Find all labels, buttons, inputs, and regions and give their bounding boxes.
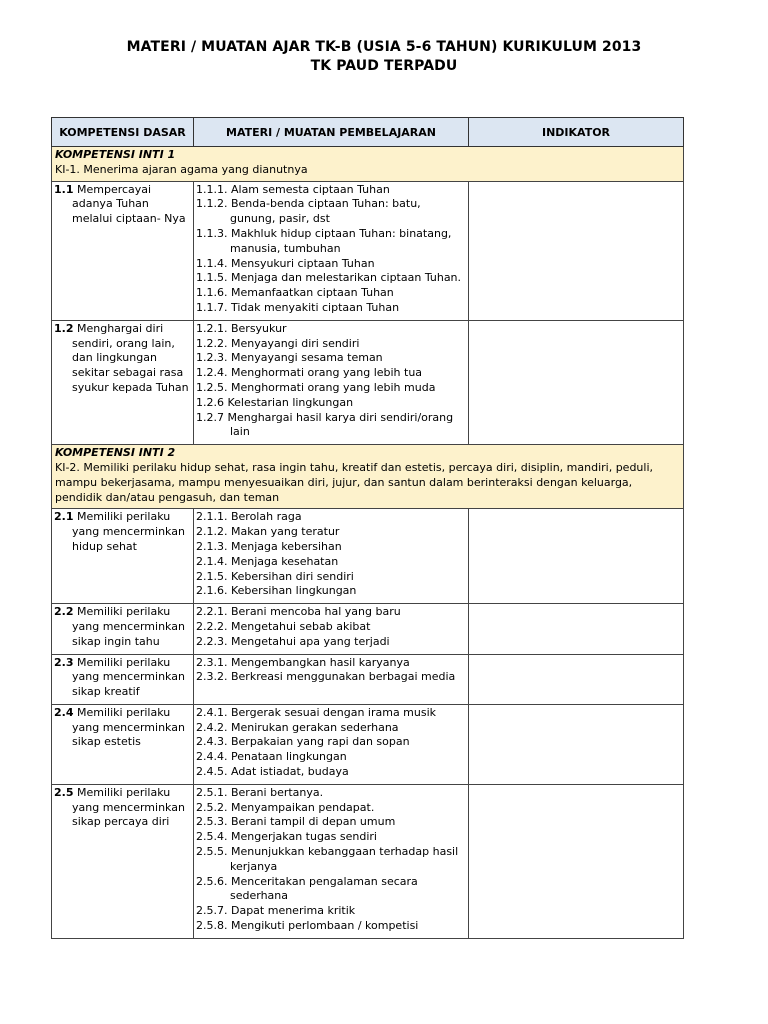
materi-cell — [194, 320, 469, 444]
materi-item: 2.4.1. Bergerak sesuai dengan irama musik — [196, 705, 437, 719]
materi-item: 1.2.4. Menghormati orang yang lebih tua — [196, 366, 423, 380]
materi-item: 1.1.4. Mensyukuri ciptaan Tuhan — [196, 256, 375, 270]
materi-item: 2.5.4. Mengerjakan tugas sendiri — [196, 830, 377, 844]
materi-item: 1.1.6. Memanfaatkan ciptaan Tuhan — [196, 286, 394, 300]
materi-cell — [194, 181, 469, 320]
kd-cell — [52, 654, 194, 704]
materi-item: 2.4.3. Berpakaian yang rapi dan sopan — [196, 735, 410, 749]
kd-row — [52, 654, 684, 704]
kd-number: 2.4 — [54, 705, 74, 719]
kd-text: Memiliki perilaku yang mencerminkan hidup sehat — [72, 510, 185, 553]
kd-description — [54, 510, 191, 554]
materi-item: 2.5.5. Menunjukkan kebanggaan terhadap hasil kerjanya — [196, 845, 459, 873]
materi-item: 2.5.2. Menyampaikan pendapat. — [196, 800, 375, 814]
ki-2-cell — [52, 445, 684, 509]
materi-item: 1.1.7. Tidak menyakiti ciptaan Tuhan — [196, 300, 400, 314]
materi-list — [196, 322, 466, 440]
kd-description — [54, 786, 191, 830]
materi-item: 1.2.3. Menyayangi sesama teman — [196, 351, 383, 365]
materi-item: 1.2.1. Bersyukur — [196, 321, 287, 335]
indikator-cell — [469, 784, 684, 938]
kd-row — [52, 604, 684, 654]
kd-row — [52, 509, 684, 604]
kd-cell — [52, 320, 194, 444]
document-title: MATERI / MUATAN AJAR TK-B (USIA 5-6 TAHUN) KURIKULUM 2013 — [126, 39, 642, 55]
ki-2-title: KOMPETENSI INTI 2 — [55, 446, 176, 460]
materi-item: 2.5.3. Berani tampil di depan umum — [196, 815, 396, 829]
header-materi: MATERI / MUATAN PEMBELAJARAN — [194, 118, 469, 147]
materi-item: 2.3.2. Berkreasi menggunakan berbagai media — [196, 670, 456, 684]
materi-item: 2.4.4. Penataan lingkungan — [196, 750, 347, 764]
materi-item: 2.1.2. Makan yang teratur — [196, 525, 340, 539]
materi-item: 2.1.5. Kebersihan diri sendiri — [196, 569, 354, 583]
materi-cell — [194, 509, 469, 604]
indikator-cell — [469, 704, 684, 784]
kd-row — [52, 181, 684, 320]
materi-list — [196, 706, 466, 780]
materi-item: 1.1.2. Benda-benda ciptaan Tuhan: batu, gunung, pasir, dst — [196, 197, 421, 226]
materi-item: 1.2.7 Menghargai hasil karya diri sendiri/orang lain — [196, 410, 454, 439]
ki-1-row — [52, 147, 684, 182]
indikator-cell — [469, 654, 684, 704]
materi-item: 2.5.6. Menceritakan pengalaman secara sederhana — [196, 874, 418, 903]
kd-number: 1.2 — [54, 321, 74, 335]
kd-description — [54, 605, 191, 649]
kd-cell — [52, 509, 194, 604]
materi-item: 2.4.2. Menirukan gerakan sederhana — [196, 720, 399, 734]
materi-item: 2.5.1. Berani bertanya. — [196, 785, 324, 799]
materi-list — [196, 510, 466, 599]
kd-description — [54, 706, 191, 750]
materi-item: 1.1.5. Menjaga dan melestarikan ciptaan Tuhan. — [196, 271, 462, 285]
materi-item: 2.2.2. Mengetahui sebab akibat — [196, 619, 371, 633]
materi-cell — [194, 604, 469, 654]
header-indikator: INDIKATOR — [469, 118, 684, 147]
kd-number: 2.5 — [54, 785, 74, 799]
materi-item: 1.2.2. Menyayangi diri sendiri — [196, 336, 360, 350]
kd-cell — [52, 704, 194, 784]
ki-1-cell — [52, 147, 684, 182]
kd-text: Memiliki perilaku yang mencerminkan sikap ingin tahu — [72, 605, 185, 648]
materi-item: 2.1.4. Menjaga kesehatan — [196, 554, 339, 568]
materi-item: 1.1.1. Alam semesta ciptaan Tuhan — [196, 182, 390, 196]
kd-row — [52, 320, 684, 444]
kd-cell — [52, 604, 194, 654]
kd-text: Memiliki perilaku yang mencerminkan sikap percaya diri — [72, 785, 185, 829]
materi-list — [196, 786, 466, 934]
kd-number: 2.3 — [54, 655, 74, 669]
kd-cell — [52, 181, 194, 320]
header-kompetensi-dasar: KOMPETENSI DASAR — [52, 118, 194, 147]
materi-item: 2.2.1. Berani mencoba hal yang baru — [196, 605, 401, 619]
indikator-cell — [469, 604, 684, 654]
kd-row — [52, 704, 684, 784]
kd-cell — [52, 784, 194, 938]
ki-1-text: KI-1. Menerima ajaran agama yang dianutnya — [55, 162, 308, 176]
kd-text: Mempercayai adanya Tuhan melalui ciptaan- Nya — [72, 182, 186, 226]
kd-description — [54, 656, 191, 700]
materi-list — [196, 605, 466, 649]
materi-cell — [194, 654, 469, 704]
materi-item: 1.2.6 Kelestarian lingkungan — [196, 395, 354, 409]
materi-cell — [194, 784, 469, 938]
kd-text: Memiliki perilaku yang mencerminkan sikap kreatif — [72, 655, 185, 699]
materi-item: 2.3.1. Mengembangkan hasil karyanya — [196, 655, 410, 669]
table-header-row — [52, 118, 684, 147]
kd-text: Memiliki perilaku yang mencerminkan sikap estetis — [72, 705, 185, 749]
kd-text: Menghargai diri sendiri, orang lain, dan lingkungan sekitar sebagai rasa syukur kepada Tuhan — [72, 321, 189, 394]
indikator-cell — [469, 509, 684, 604]
kd-number: 2.2 — [54, 605, 74, 619]
materi-item: 1.1.3. Makhluk hidup ciptaan Tuhan: binatang, manusia, tumbuhan — [196, 226, 452, 255]
kd-number: 1.1 — [54, 182, 74, 196]
materi-item: 2.5.8. Mengikuti perlombaan / kompetisi — [196, 919, 419, 933]
materi-item: 2.1.1. Berolah raga — [196, 510, 302, 524]
kd-number: 2.1 — [54, 510, 74, 524]
kd-row — [52, 784, 684, 938]
document-subtitle: TK PAUD TERPADU — [310, 58, 458, 74]
ki-2-text: KI-2. Memiliki perilaku hidup sehat, rasa ingin tahu, kreatif dan estetis, percaya diri, disiplin, mandiri, peduli, mampu bekerjasama, mampu menyesuaikan diri, jujur, dan santun dalam berinteraksi dengan keluarga, pendidik dan/atau pengasuh, dan teman — [55, 460, 654, 504]
indikator-cell — [469, 320, 684, 444]
materi-item: 2.5.7. Dapat menerima kritik — [196, 904, 356, 918]
kd-description — [54, 322, 191, 396]
kd-description — [54, 183, 191, 227]
ki-1-title: KOMPETENSI INTI 1 — [55, 148, 176, 161]
materi-list — [196, 183, 466, 316]
materi-item: 2.1.6. Kebersihan lingkungan — [196, 584, 357, 598]
materi-item: 2.2.3. Mengetahui apa yang terjadi — [196, 634, 390, 648]
curriculum-table — [51, 117, 684, 939]
materi-list — [196, 656, 466, 686]
materi-item: 2.1.3. Menjaga kebersihan — [196, 539, 342, 553]
materi-cell — [194, 704, 469, 784]
ki-2-row — [52, 445, 684, 509]
materi-item: 2.4.5. Adat istiadat, budaya — [196, 765, 349, 779]
materi-item: 1.2.5. Menghormati orang yang lebih muda — [196, 380, 436, 394]
indikator-cell — [469, 181, 684, 320]
